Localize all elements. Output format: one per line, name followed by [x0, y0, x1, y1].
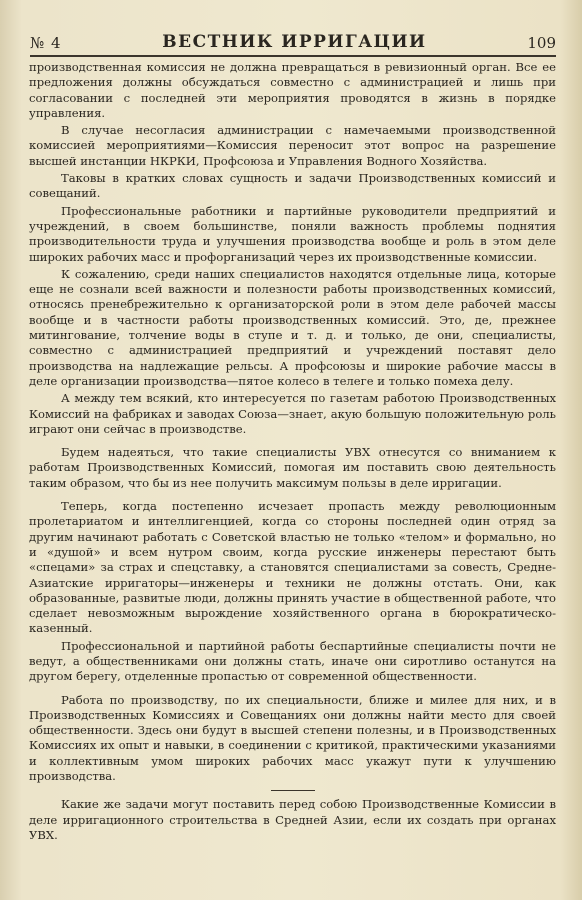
- paragraph: Какие же задачи могут поставить перед собою Производственные Комиссии в деле ирригационного строительства в Средней Азии, если их создать при органах УВХ.: [29, 797, 556, 842]
- paragraph: Профессиональные работники и партийные руководители предприятий и учреждений, в своем большинстве, поняли важность проблемы поднятия производительности труда и улучшения производства вообще и роль в этом деле широких рабочих масс и профорганизаций через их производственные комиссии.: [29, 203, 556, 264]
- section-divider: [271, 790, 315, 791]
- paragraph: К сожалению, среди наших специалистов находятся отдельные лица, которые еще не сознали всей важности и полезности работы производственных комиссий, относясь пренебрежительно к организаторской роли в этом деле рабочей массы вообще и в частности работы производственных комиссий. Это, де, прежнее митингование, толчение воды в ступе и т. д. и только, де они, специалисты, совместно с администрацией предприятий и учреждений поставят дело производства на надлежащие рельсы. А профсоюзы и широкие рабочие массы в деле организации производства—пятое колесо в телеге и только помеха делу.: [29, 266, 556, 388]
- paragraph: А между тем всякий, кто интересуется по газетам работою Производственных Комиссий на фабриках и заводах Союза—знает, акую большую положительную роль играют они сейчас в производстве.: [29, 391, 556, 436]
- paragraph: Теперь, когда постепенно исчезает пропасть между революционным пролетариатом и интеллигенцией, когда со стороны последней один отряд за другим начинают работать с Советской властью не только «телом» и формально, но и «душой» и всем нутром своим, когда русские инженеры перестают быть «спецами» за страх и спецставку, а становятся специалистами за совесть, Средне-Азиатские ирригаторы—инженеры и техники не должны отстать. Они, как образованные, развитые люди, должны принять участие в общественной работе, что сделает невозможным вырождение хозяйственного органа в бюрократическо-казенный.: [29, 499, 556, 636]
- paragraph: Работа по производству, по их специальности, ближе и милее для них, и в Производственных Комиссиях и Совещаниях они должны найти место для своей общественности. Здесь они будут в высшей степени полезны, и в Производственных Комиссиях их опыт и навыки, в соединении с критикой, практическими указаниями и коллективным умом широких рабочих масс укажут пути к улучшению производства.: [29, 692, 556, 784]
- paragraph: Профессиональной и партийной работы беспартийные специалисты почти не ведут, а общественниками они должны стать, иначе они сиротливо останутся на другом берегу, отделенные пропастью от современной общественности.: [29, 638, 556, 684]
- journal-title: ВЕСТНИК ИРРИГАЦИИ: [162, 32, 427, 52]
- paragraph: В случае несогласия администрации с намечаемыми производственной комиссией мероприятиями—Комиссия переносит этот вопрос на разрешение высшей инстанции НКРКИ, Профсоюза и Управления Водного Хозяйства.: [29, 123, 556, 168]
- issue-number: № 4: [30, 34, 62, 52]
- paragraph: производственная комиссия не должна превращаться в ревизионный орган. Все ее предложения должны обсуждаться совместно с администрацией и лишь при согласовании с последней эти мероприятия проводятся в жизнь в порядке управления.: [29, 60, 556, 120]
- article-body: [29, 60, 556, 845]
- paragraph: Будем надеяться, что такие специалисты УВХ отнесутся со вниманием к работам Производственных Комиссий, помогая им поставить свою деятельность таким образом, что бы из нее получить максимум пользы в деле ирригации.: [29, 445, 556, 490]
- paragraph: Таковы в кратких словах сущность и задачи Производственных комиссий и совещаний.: [29, 171, 556, 201]
- running-header: [30, 26, 556, 57]
- page-number: 109: [527, 34, 556, 52]
